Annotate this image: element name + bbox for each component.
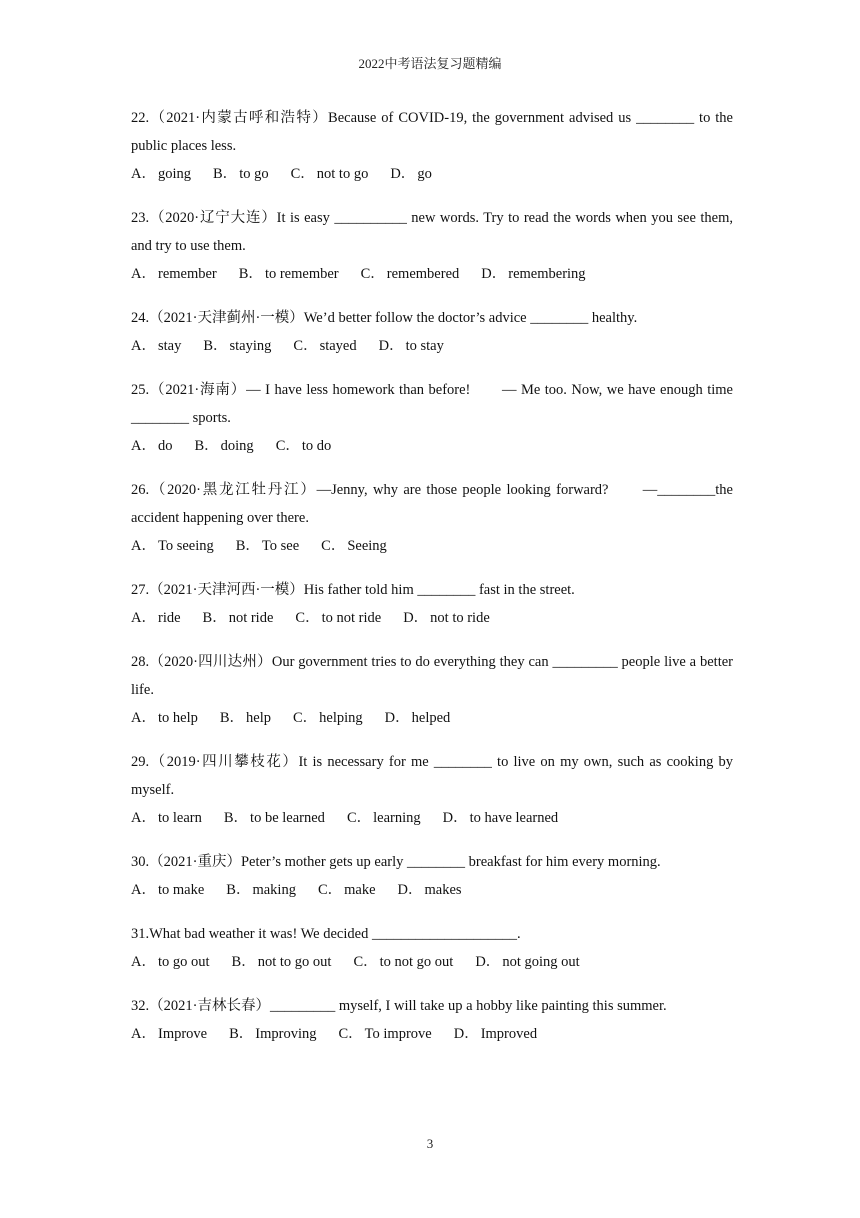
option-letter: A． xyxy=(131,610,156,626)
page-number: 3 xyxy=(426,1136,434,1151)
option-text: not ride xyxy=(228,610,274,626)
answer-option xyxy=(226,876,296,904)
option-letter: C． xyxy=(317,882,343,898)
answer-option xyxy=(291,160,369,188)
option-text: to not ride xyxy=(321,610,382,626)
option-text: to have learned xyxy=(469,810,559,826)
answer-option xyxy=(232,948,332,976)
option-text: To see xyxy=(261,538,300,554)
question-stem: 29.（2019·四川攀枝花）It is necessary for me ________ to live on my own, such as cooking by myself. xyxy=(131,754,733,798)
option-text: to be learned xyxy=(250,810,325,826)
option-letter: C． xyxy=(353,954,378,970)
option-letter: A． xyxy=(131,882,156,898)
question-item xyxy=(131,748,733,832)
option-letter: A． xyxy=(131,438,156,454)
option-letter: B． xyxy=(235,538,260,554)
answer-option xyxy=(295,604,381,632)
answer-option xyxy=(390,160,431,188)
answer-option xyxy=(321,532,387,560)
option-text: Improving xyxy=(255,1026,317,1042)
option-text: to go out xyxy=(157,954,210,970)
option-letter: D． xyxy=(442,810,468,826)
option-text: helped xyxy=(411,710,451,726)
option-letter: D． xyxy=(481,266,507,282)
answer-options xyxy=(131,604,733,632)
answer-option xyxy=(361,260,460,288)
answer-option xyxy=(454,1020,537,1048)
option-letter: A． xyxy=(131,338,156,354)
option-text: Improve xyxy=(157,1026,208,1042)
option-letter: A． xyxy=(131,954,156,970)
question-item xyxy=(131,648,733,732)
answer-option xyxy=(131,332,181,360)
answer-options xyxy=(131,532,733,560)
option-text: to help xyxy=(157,710,198,726)
option-letter: C． xyxy=(293,338,318,354)
answer-option xyxy=(131,260,217,288)
answer-option xyxy=(220,704,271,732)
option-text: staying xyxy=(229,338,272,354)
option-text: makes xyxy=(424,882,462,898)
option-letter: C． xyxy=(346,810,372,826)
option-letter: D． xyxy=(390,166,416,182)
answer-option xyxy=(236,532,299,560)
question-item xyxy=(131,576,733,632)
option-letter: C． xyxy=(290,166,315,182)
option-text: To improve xyxy=(364,1026,432,1042)
option-letter: B． xyxy=(238,266,263,282)
answer-option xyxy=(131,432,172,460)
option-letter: D． xyxy=(453,1026,479,1042)
answer-option xyxy=(475,948,579,976)
option-text: make xyxy=(344,882,376,898)
answer-option xyxy=(131,160,191,188)
option-text: helping xyxy=(319,710,363,726)
option-letter: B． xyxy=(231,954,256,970)
option-text: stayed xyxy=(319,338,357,354)
answer-option xyxy=(131,876,204,904)
option-text: to stay xyxy=(405,338,444,354)
answer-option xyxy=(194,432,253,460)
option-letter: D． xyxy=(403,610,429,626)
answer-option xyxy=(203,332,271,360)
question-stem: 28.（2020·四川达州）Our government tries to do everything they can _________ people live a better life. xyxy=(131,654,733,698)
option-text: to make xyxy=(157,882,205,898)
question-stem: 32.（2021·吉林长春）_________ myself, I will take up a hobby like painting this summer. xyxy=(131,998,667,1014)
option-letter: C． xyxy=(321,538,346,554)
question-stem: 25.（2021·海南）— I have less homework than before! — Me too. Now, we have enough time ________ sports. xyxy=(131,382,733,426)
option-text: go xyxy=(417,166,432,182)
answer-options xyxy=(131,160,733,188)
question-item xyxy=(131,204,733,288)
option-letter: A． xyxy=(131,710,156,726)
option-text: going xyxy=(157,166,192,182)
answer-option xyxy=(379,332,444,360)
answer-option xyxy=(481,260,585,288)
answer-option xyxy=(131,1020,207,1048)
answer-option xyxy=(229,1020,316,1048)
page-header: 2022中考语法复习题精编 xyxy=(358,56,502,71)
option-letter: A． xyxy=(131,166,156,182)
answer-options xyxy=(131,704,733,732)
answer-options xyxy=(131,332,733,360)
option-letter: B． xyxy=(223,810,249,826)
option-letter: A． xyxy=(131,1026,156,1042)
option-text: ride xyxy=(157,610,181,626)
answer-option xyxy=(318,876,376,904)
question-item xyxy=(131,476,733,560)
option-text: do xyxy=(157,438,173,454)
option-letter: B． xyxy=(202,610,227,626)
answer-option xyxy=(276,432,332,460)
question-stem: 30.（2021·重庆）Peter’s mother gets up early ________ breakfast for him every morning. xyxy=(131,854,661,870)
option-letter: B． xyxy=(213,166,238,182)
option-text: remembered xyxy=(386,266,460,282)
option-text: remembering xyxy=(508,266,586,282)
option-text: stay xyxy=(157,338,182,354)
option-text: to remember xyxy=(264,266,339,282)
question-item xyxy=(131,920,733,976)
option-text: remember xyxy=(157,266,217,282)
answer-option xyxy=(443,804,559,832)
question-item xyxy=(131,304,733,360)
option-text: to not go out xyxy=(379,954,454,970)
option-text: making xyxy=(252,882,296,898)
answer-option xyxy=(131,532,214,560)
option-letter: B． xyxy=(203,338,228,354)
option-text: to do xyxy=(301,438,332,454)
question-stem: 26.（2020·黑龙江牡丹江）—Jenny, why are those people looking forward? —________the accident happening over there. xyxy=(131,482,733,526)
question-stem: 22.（2021·内蒙古呼和浩特）Because of COVID-19, the government advised us ________ to the public places less. xyxy=(131,110,733,154)
question-stem: 24.（2021·天津蓟州·一模）We’d better follow the doctor’s advice ________ healthy. xyxy=(131,310,638,326)
option-text: learning xyxy=(373,810,421,826)
answer-option xyxy=(131,948,210,976)
option-letter: B． xyxy=(229,1026,254,1042)
answer-option xyxy=(131,704,198,732)
option-letter: D． xyxy=(378,338,404,354)
option-letter: C． xyxy=(275,438,300,454)
option-text: doing xyxy=(220,438,254,454)
answer-option xyxy=(131,604,181,632)
option-letter: D． xyxy=(397,882,423,898)
answer-options xyxy=(131,1020,733,1048)
question-item xyxy=(131,376,733,460)
option-text: Improved xyxy=(480,1026,538,1042)
question-stem: 31.What bad weather it was! We decided ____________________. xyxy=(131,926,521,942)
option-text: Seeing xyxy=(347,538,387,554)
question-item xyxy=(131,104,733,188)
answer-option xyxy=(213,160,269,188)
answer-option xyxy=(398,876,462,904)
answer-options xyxy=(131,804,733,832)
option-text: not to go xyxy=(316,166,369,182)
answer-option xyxy=(293,332,356,360)
option-letter: C． xyxy=(338,1026,363,1042)
option-text: help xyxy=(246,710,271,726)
option-text: not to go out xyxy=(257,954,332,970)
answer-options xyxy=(131,948,733,976)
option-text: not going out xyxy=(502,954,580,970)
option-letter: D． xyxy=(384,710,410,726)
question-item xyxy=(131,848,733,904)
answer-option xyxy=(239,260,339,288)
answer-option xyxy=(224,804,325,832)
answer-option xyxy=(131,804,202,832)
question-list xyxy=(131,104,733,1064)
answer-option xyxy=(293,704,363,732)
question-stem: 27.（2021·天津河西·一模）His father told him ________ fast in the street. xyxy=(131,582,575,598)
option-letter: B． xyxy=(226,882,251,898)
option-letter: B． xyxy=(194,438,219,454)
question-item xyxy=(131,992,733,1048)
option-text: To seeing xyxy=(157,538,214,554)
option-letter: B． xyxy=(219,710,245,726)
option-letter: C． xyxy=(295,610,320,626)
option-letter: A． xyxy=(131,538,156,554)
answer-option xyxy=(339,1020,432,1048)
option-text: not to ride xyxy=(430,610,490,626)
answer-options xyxy=(131,876,733,904)
option-letter: A． xyxy=(131,810,156,826)
option-letter: C． xyxy=(360,266,385,282)
answer-option xyxy=(203,604,274,632)
option-letter: C． xyxy=(293,710,318,726)
option-letter: D． xyxy=(475,954,501,970)
option-text: to learn xyxy=(157,810,202,826)
answer-options xyxy=(131,432,733,460)
answer-options xyxy=(131,260,733,288)
answer-option xyxy=(403,604,490,632)
question-stem: 23.（2020·辽宁大连）It is easy __________ new words. Try to read the words when you see them, and try to use them. xyxy=(131,210,733,254)
answer-option xyxy=(385,704,451,732)
answer-option xyxy=(353,948,453,976)
option-text: to go xyxy=(239,166,269,182)
answer-option xyxy=(347,804,421,832)
option-letter: A． xyxy=(131,266,156,282)
